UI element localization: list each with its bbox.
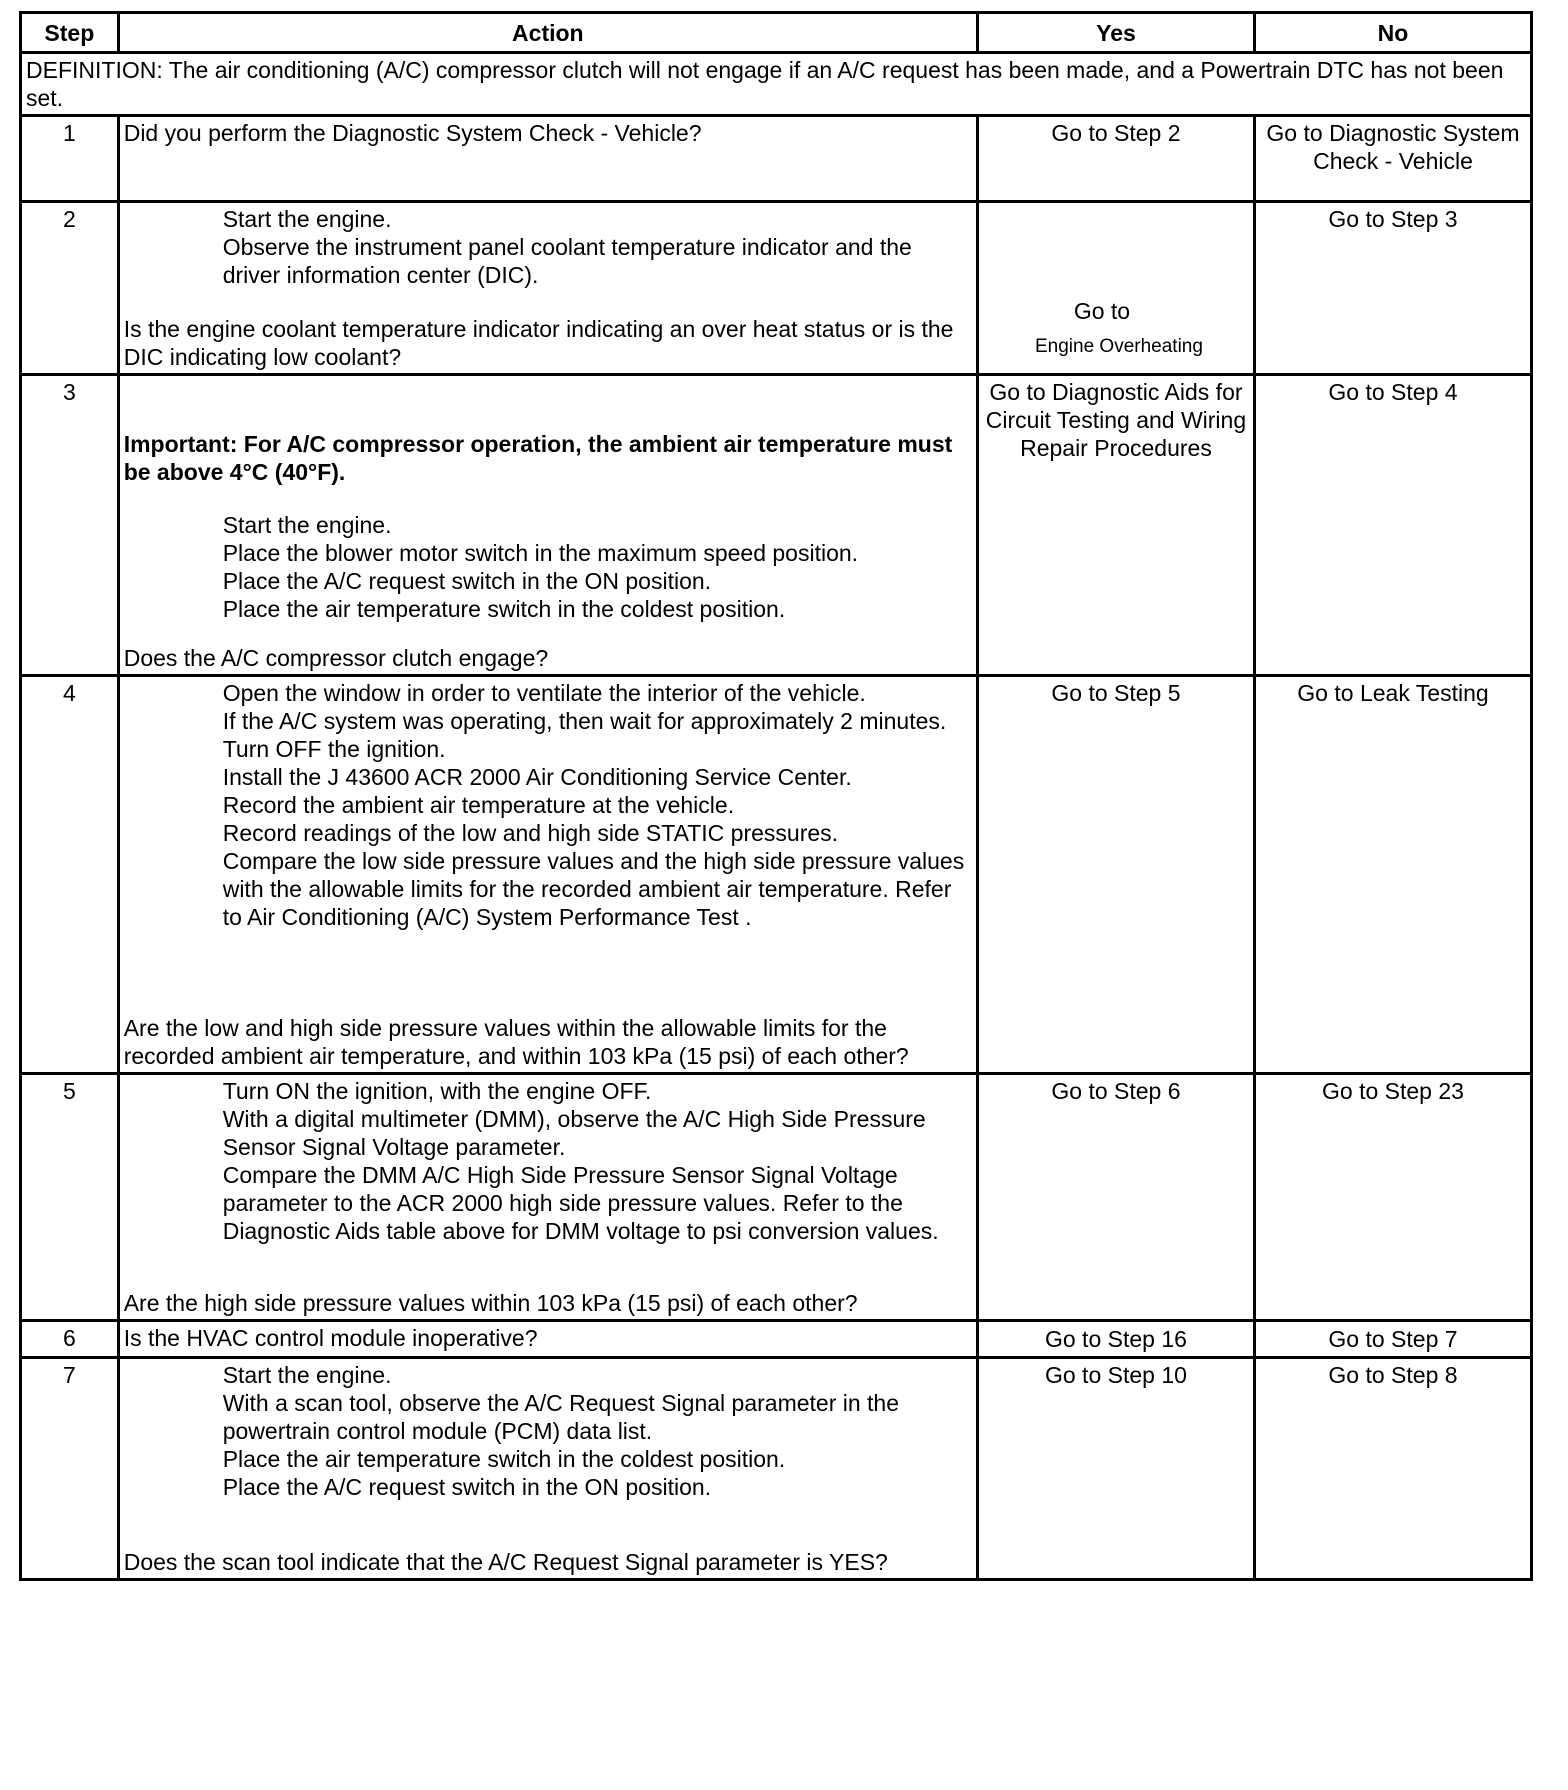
action-step: Observe the instrument panel coolant temperature indicator and the driver information center (DIC). [222,234,912,288]
no-cell: Go to Step 4 [1254,375,1531,676]
yes-text-go-to: Go to [1073,298,1131,324]
definition-text: DEFINITION: The air conditioning (A/C) compressor clutch will not engage if an A/C request has been made, and a Powertrain DTC has not been set. [21,53,1532,116]
action-step: With a digital multimeter (DMM), observe the A/C High Side Pressure Sensor Signal Voltage parameter. [222,1106,926,1160]
action-step: Compare the low side pressure values and the high side pressure values with the allowable limits for the recorded ambient air temperature. Refer to Air Conditioning (A/C) System Performance Test . [222,848,965,930]
action-step: Place the air temperature switch in the coldest position. [222,1446,786,1472]
question-text: Are the high side pressure values within 103 kPa (15 psi) of each other? [123,1290,858,1316]
step-number: 3 [21,375,119,676]
table-row [21,1074,1532,1321]
question-text: Is the HVAC control module inoperative? [123,1325,538,1351]
no-cell: Go to Step 23 [1254,1074,1531,1321]
action-step: Compare the DMM A/C High Side Pressure Sensor Signal Voltage parameter to the ACR 2000 high side pressure values. Refer to the Diagnostic Aids table above for DMM voltage to psi conversion values. [222,1162,939,1244]
action-step: Turn OFF the ignition. [222,736,446,762]
yes-cell: Go to Step 5 [977,676,1254,1074]
yes-cell: Go to Step 6 [977,1074,1254,1321]
step-number: 6 [21,1321,119,1358]
definition-row [21,53,1532,116]
yes-cell: Go to Step 2 [977,116,1254,202]
table-row [21,1321,1532,1358]
action-step: Place the air temperature switch in the coldest position. [222,596,786,622]
action-step: Place the A/C request switch in the ON position. [222,568,712,594]
yes-cell: Go to Step 10 [977,1358,1254,1580]
question-text: Are the low and high side pressure values within the allowable limits for the recorded ambient air temperature, and within 103 kPa (15 psi) of each other? [123,1015,909,1069]
action-step: Start the engine. [222,512,392,538]
action-step: Place the A/C request switch in the ON position. [222,1474,712,1500]
no-cell: Go to Step 3 [1254,202,1531,375]
action-step: Start the engine. [222,206,392,232]
question-text: Does the A/C compressor clutch engage? [123,645,549,671]
action-cell [118,1358,977,1580]
header-step: Step [21,13,119,53]
no-cell: Go to Step 8 [1254,1358,1531,1580]
header-yes: Yes [977,13,1254,53]
action-step: If the A/C system was operating, then wait for approximately 2 minutes. [222,708,947,734]
yes-link-engine-overheating[interactable]: Engine Overheating [1034,336,1203,357]
no-cell: Go to Leak Testing [1254,676,1531,1074]
table-row [21,676,1532,1074]
action-step: Start the engine. [222,1362,392,1388]
question-text: Is the engine coolant temperature indicator indicating an over heat status or is the DIC indicating low coolant? [123,316,954,370]
question-text: Did you perform the Diagnostic System Check - Vehicle? [123,120,702,146]
step-number: 1 [21,116,119,202]
table-row [21,375,1532,676]
action-cell [118,1074,977,1321]
table-row [21,1358,1532,1580]
action-step: Install the J 43600 ACR 2000 Air Conditioning Service Center. [222,764,852,790]
important-note: Important: For A/C compressor operation, the ambient air temperature must be above 4°C (40°F). [123,431,953,485]
action-cell [118,676,977,1074]
question-text: Does the scan tool indicate that the A/C Request Signal parameter is YES? [123,1549,888,1575]
yes-cell [977,202,1254,375]
action-cell [118,375,977,676]
diagnostic-table [19,11,1533,1581]
step-number: 4 [21,676,119,1074]
action-cell [118,116,977,202]
step-number: 2 [21,202,119,375]
action-cell [118,1321,977,1358]
header-no: No [1254,13,1531,53]
header-action: Action [118,13,977,53]
yes-cell: Go to Step 16 [977,1321,1254,1358]
action-step: With a scan tool, observe the A/C Request Signal parameter in the powertrain control module (PCM) data list. [222,1390,900,1444]
action-step: Place the blower motor switch in the maximum speed position. [222,540,859,566]
table-row [21,202,1532,375]
step-number: 5 [21,1074,119,1321]
yes-cell: Go to Diagnostic Aids for Circuit Testing and Wiring Repair Procedures [977,375,1254,676]
action-step: Record the ambient air temperature at the vehicle. [222,792,735,818]
action-cell [118,202,977,375]
no-cell: Go to Diagnostic System Check - Vehicle [1254,116,1531,202]
action-step: Record readings of the low and high side STATIC pressures. [222,820,839,846]
table-row [21,116,1532,202]
no-cell: Go to Step 7 [1254,1321,1531,1358]
header-row [21,13,1532,53]
action-step: Turn ON the ignition, with the engine OFF. [222,1078,652,1104]
step-number: 7 [21,1358,119,1580]
action-step: Open the window in order to ventilate the interior of the vehicle. [222,680,866,706]
